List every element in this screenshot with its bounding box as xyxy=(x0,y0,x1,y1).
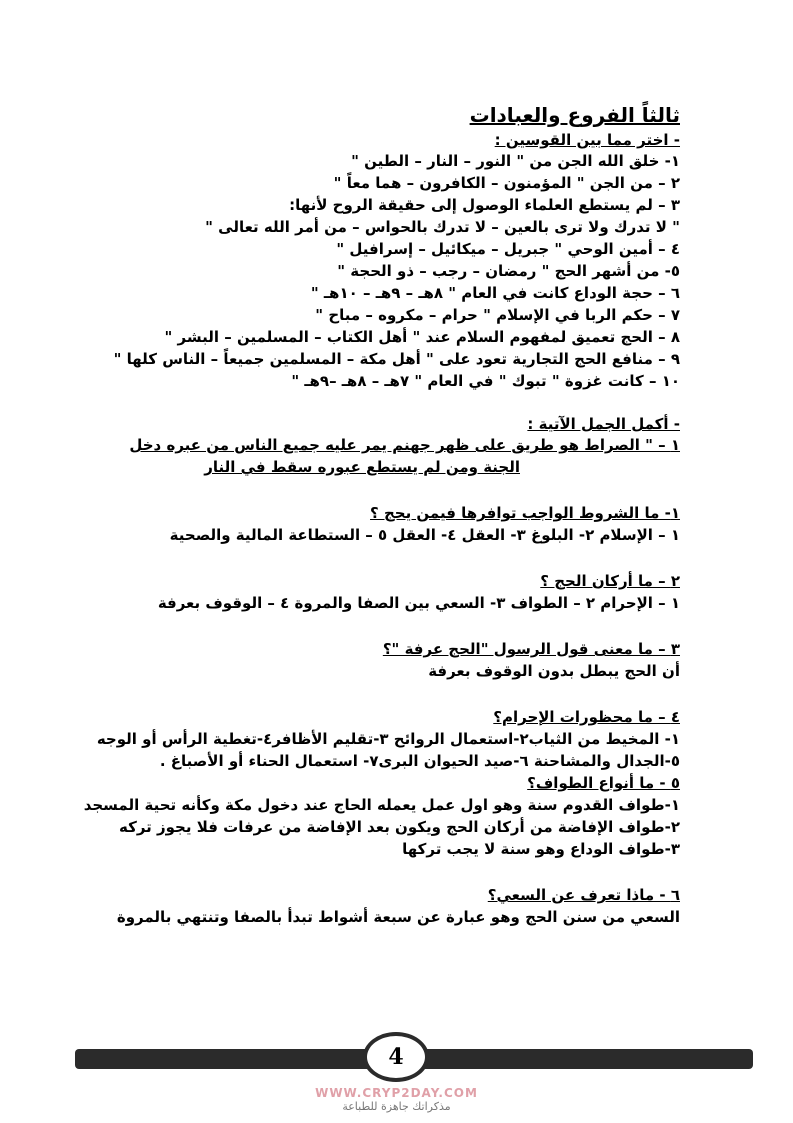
complete-instruction: - أكمل الجمل الآتية : xyxy=(527,415,680,433)
footer-tagline: مذكراتك جاهزة للطباعة xyxy=(342,1100,451,1113)
choose-item-8: ٨ – الحج تعميق لمفهوم السلام عند " أهل الكتاب – المسلمين – البشر " xyxy=(164,328,680,346)
answer-2: ١ – الإحرام ٢ – الطواف ٣- السعي بين الصفا والمروة ٤ – الوقوف بعرفة xyxy=(157,594,680,612)
choose-item-3-options: " لا تدرك ولا ترى بالعين – لا تدرك بالحواس – من أمر الله تعالى " xyxy=(205,218,680,236)
footer-site-url[interactable]: WWW.CRYP2DAY.COM xyxy=(315,1086,478,1100)
choose-item-7: ٧ – حكم الربا في الإسلام " حرام – مكروه – مباح " xyxy=(315,306,680,324)
complete-line-1: ١ – " الصراط هو طريق على ظهر جهنم يمر عليه جميع الناس من عبره دخل xyxy=(129,436,680,454)
choose-item-4: ٤ – أمين الوحي " جبريل – ميكائيل – إسرافيل " xyxy=(336,240,680,258)
answer-4-line-1: ١- المخيط من الثياب٢-استعمال الروائح ٣-تقليم الأظافر٤-تغطية الرأس أو الوجه xyxy=(96,730,680,748)
choose-item-6: ٦ – حجة الوداع كانت في العام " ٨هـ – ٩هـ – ١٠هـ " xyxy=(310,284,680,302)
answer-1: ١ – الإسلام ٢- البلوغ ٣- العقل ٤- العقل ٥ – الستطاعة المالية والصحية xyxy=(169,526,680,544)
choose-item-9: ٩ – منافع الحج التجارية تعود على " أهل مكة – المسلمين جميعاً – الناس كلها " xyxy=(113,350,680,368)
answer-5-line-1: ١-طواف القدوم سنة وهو اول عمل يعمله الحاج عند دخول مكة وكأنه تحية المسجد xyxy=(83,796,680,814)
question-3: ٣ – ما معنى قول الرسول "الحج عرفة "؟ xyxy=(382,640,680,658)
choose-item-10: ١٠ – كانت غزوة " تبوك " في العام " ٧هـ – ٨هـ –٩هـ " xyxy=(291,372,680,390)
choose-item-5: ٥- من أشهر الحج " رمضان – رجب – ذو الحجة " xyxy=(337,262,680,280)
section-title: ثالثاً الفروع والعبادات xyxy=(469,103,680,127)
page-content xyxy=(80,100,680,928)
choose-list xyxy=(80,150,680,392)
question-4: ٤ – ما محظورات الإحرام؟ xyxy=(493,708,680,726)
complete-line-2: الجنة ومن لم يستطع عبوره سقط في النار xyxy=(204,458,520,476)
choose-instruction: - اختر مما بين القوسين : xyxy=(494,131,680,149)
answer-4-line-2: ٥-الجدال والمشاحنة ٦-صيد الحيوان البرى٧- استعمال الحناء أو الأصباغ . xyxy=(159,752,680,770)
page-number: 4 xyxy=(363,1032,429,1082)
answer-3: أن الحج يبطل بدون الوقوف بعرفة xyxy=(428,662,680,680)
choose-item-1: ١- خلق الله الجن من " النور – النار – الطين " xyxy=(351,152,680,170)
question-1: ١- ما الشروط الواجب توافرها فيمن يحج ؟ xyxy=(370,504,680,522)
question-6: ٦ - ماذا تعرف عن السعي؟ xyxy=(487,886,680,904)
answer-5-line-3: ٣-طواف الوداع وهو سنة لا يجب تركها xyxy=(402,840,680,858)
choose-item-2: ٢ – من الجن " المؤمنون – الكافرون – هما معاً " xyxy=(333,174,680,192)
question-5: ٥ - ما أنواع الطواف؟ xyxy=(527,774,680,792)
choose-item-3: ٣ – لم يستطع العلماء الوصول إلى حقيقة الروح لأنها: xyxy=(289,196,680,214)
answer-5-line-2: ٢-طواف الإفاضة من أركان الحج ويكون بعد الإفاضة من عرفات فلا يجوز تركه xyxy=(119,818,680,836)
question-2: ٢ – ما أركان الحج ؟ xyxy=(540,572,680,590)
answer-6: السعي من سنن الحج وهو عبارة عن سبعة أشواط تبدأ بالصفا وتنتهي بالمروة xyxy=(116,908,680,926)
